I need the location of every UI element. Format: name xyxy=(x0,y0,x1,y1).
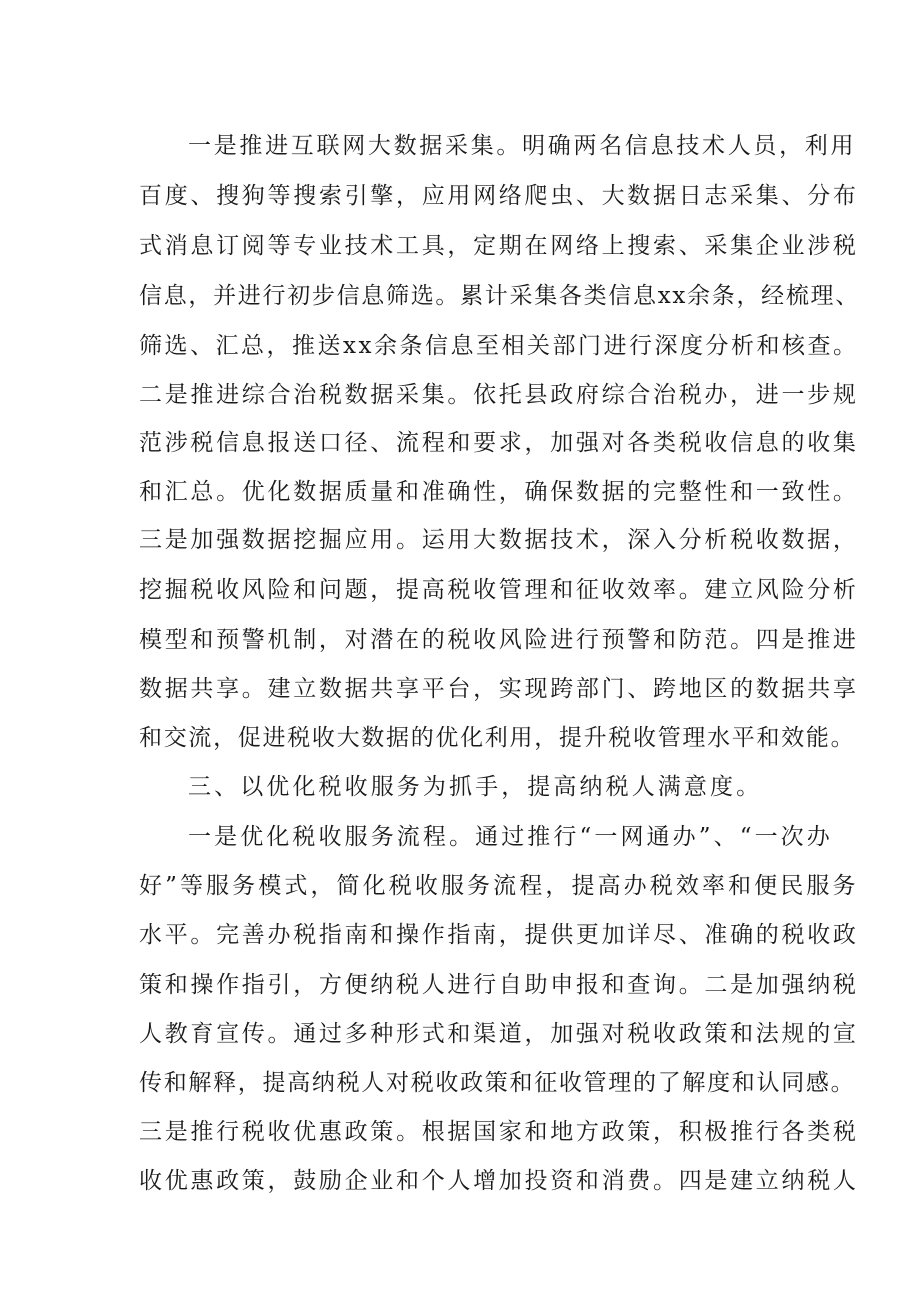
paragraph-line: 好”等服务模式，简化税收服务流程，提高办税效率和便民服务 xyxy=(139,873,859,899)
paragraph-line: 挖掘税收风险和问题，提高税收管理和征收效率。建立风险分析 xyxy=(139,577,859,603)
paragraph-line: 收优惠政策，鼓励企业和个人增加投资和消费。四是建立纳税人 xyxy=(139,1168,859,1194)
paragraph-line: 和汇总。优化数据质量和准确性，确保数据的完整性和一致性。 xyxy=(139,479,859,505)
paragraph-line: 三是加强数据挖掘应用。运用大数据技术，深入分析税收数据， xyxy=(139,527,859,553)
paragraph-line: 信息，并进行初步信息筛选。累计采集各类信息xx余条，经梳理、 xyxy=(139,283,860,309)
paragraph-line: 策和操作指引，方便纳税人进行自助申报和查询。二是加强纳税 xyxy=(139,972,859,998)
paragraph-line: 三是推行税收优惠政策。根据国家和地方政策，积极推行各类税 xyxy=(139,1119,859,1145)
paragraph-line: 一是优化税收服务流程。通过推行“一网通办”、“一次办 xyxy=(188,824,833,850)
paragraph-line: 式消息订阅等专业技术工具，定期在网络上搜索、采集企业涉税 xyxy=(139,233,859,259)
paragraph-line: 传和解释，提高纳税人对税收政策和征收管理的了解度和认同感。 xyxy=(139,1070,856,1096)
paragraph-line: 二是推进综合治税数据采集。依托县政府综合治税办，进一步规 xyxy=(139,382,859,408)
paragraph-line: 数据共享。建立数据共享平台，实现跨部门、跨地区的数据共享 xyxy=(139,676,859,702)
paragraph-line: 筛选、汇总，推送xx余条信息至相关部门进行深度分析和核查。 xyxy=(139,333,859,359)
paragraph-line: 水平。完善办税指南和操作指南，提供更加详尽、准确的税收政 xyxy=(139,922,859,948)
paragraph-line: 百度、搜狗等搜索引擎，应用网络爬虫、大数据日志采集、分布 xyxy=(139,183,859,209)
section-heading: 三、以优化税收服务为抓手，提高纳税人满意度。 xyxy=(188,774,763,800)
paragraph-line: 一是推进互联网大数据采集。明确两名信息技术人员，利用 xyxy=(188,133,857,159)
paragraph-line: 和交流，促进税收大数据的优化利用，提升税收管理水平和效能。 xyxy=(139,725,856,751)
paragraph-line: 范涉税信息报送口径、流程和要求，加强对各类税收信息的收集 xyxy=(139,430,859,456)
paragraph-line: 人教育宣传。通过多种形式和渠道，加强对税收政策和法规的宣 xyxy=(139,1021,859,1047)
paragraph-line: 模型和预警机制，对潜在的税收风险进行预警和防范。四是推进 xyxy=(139,627,859,653)
